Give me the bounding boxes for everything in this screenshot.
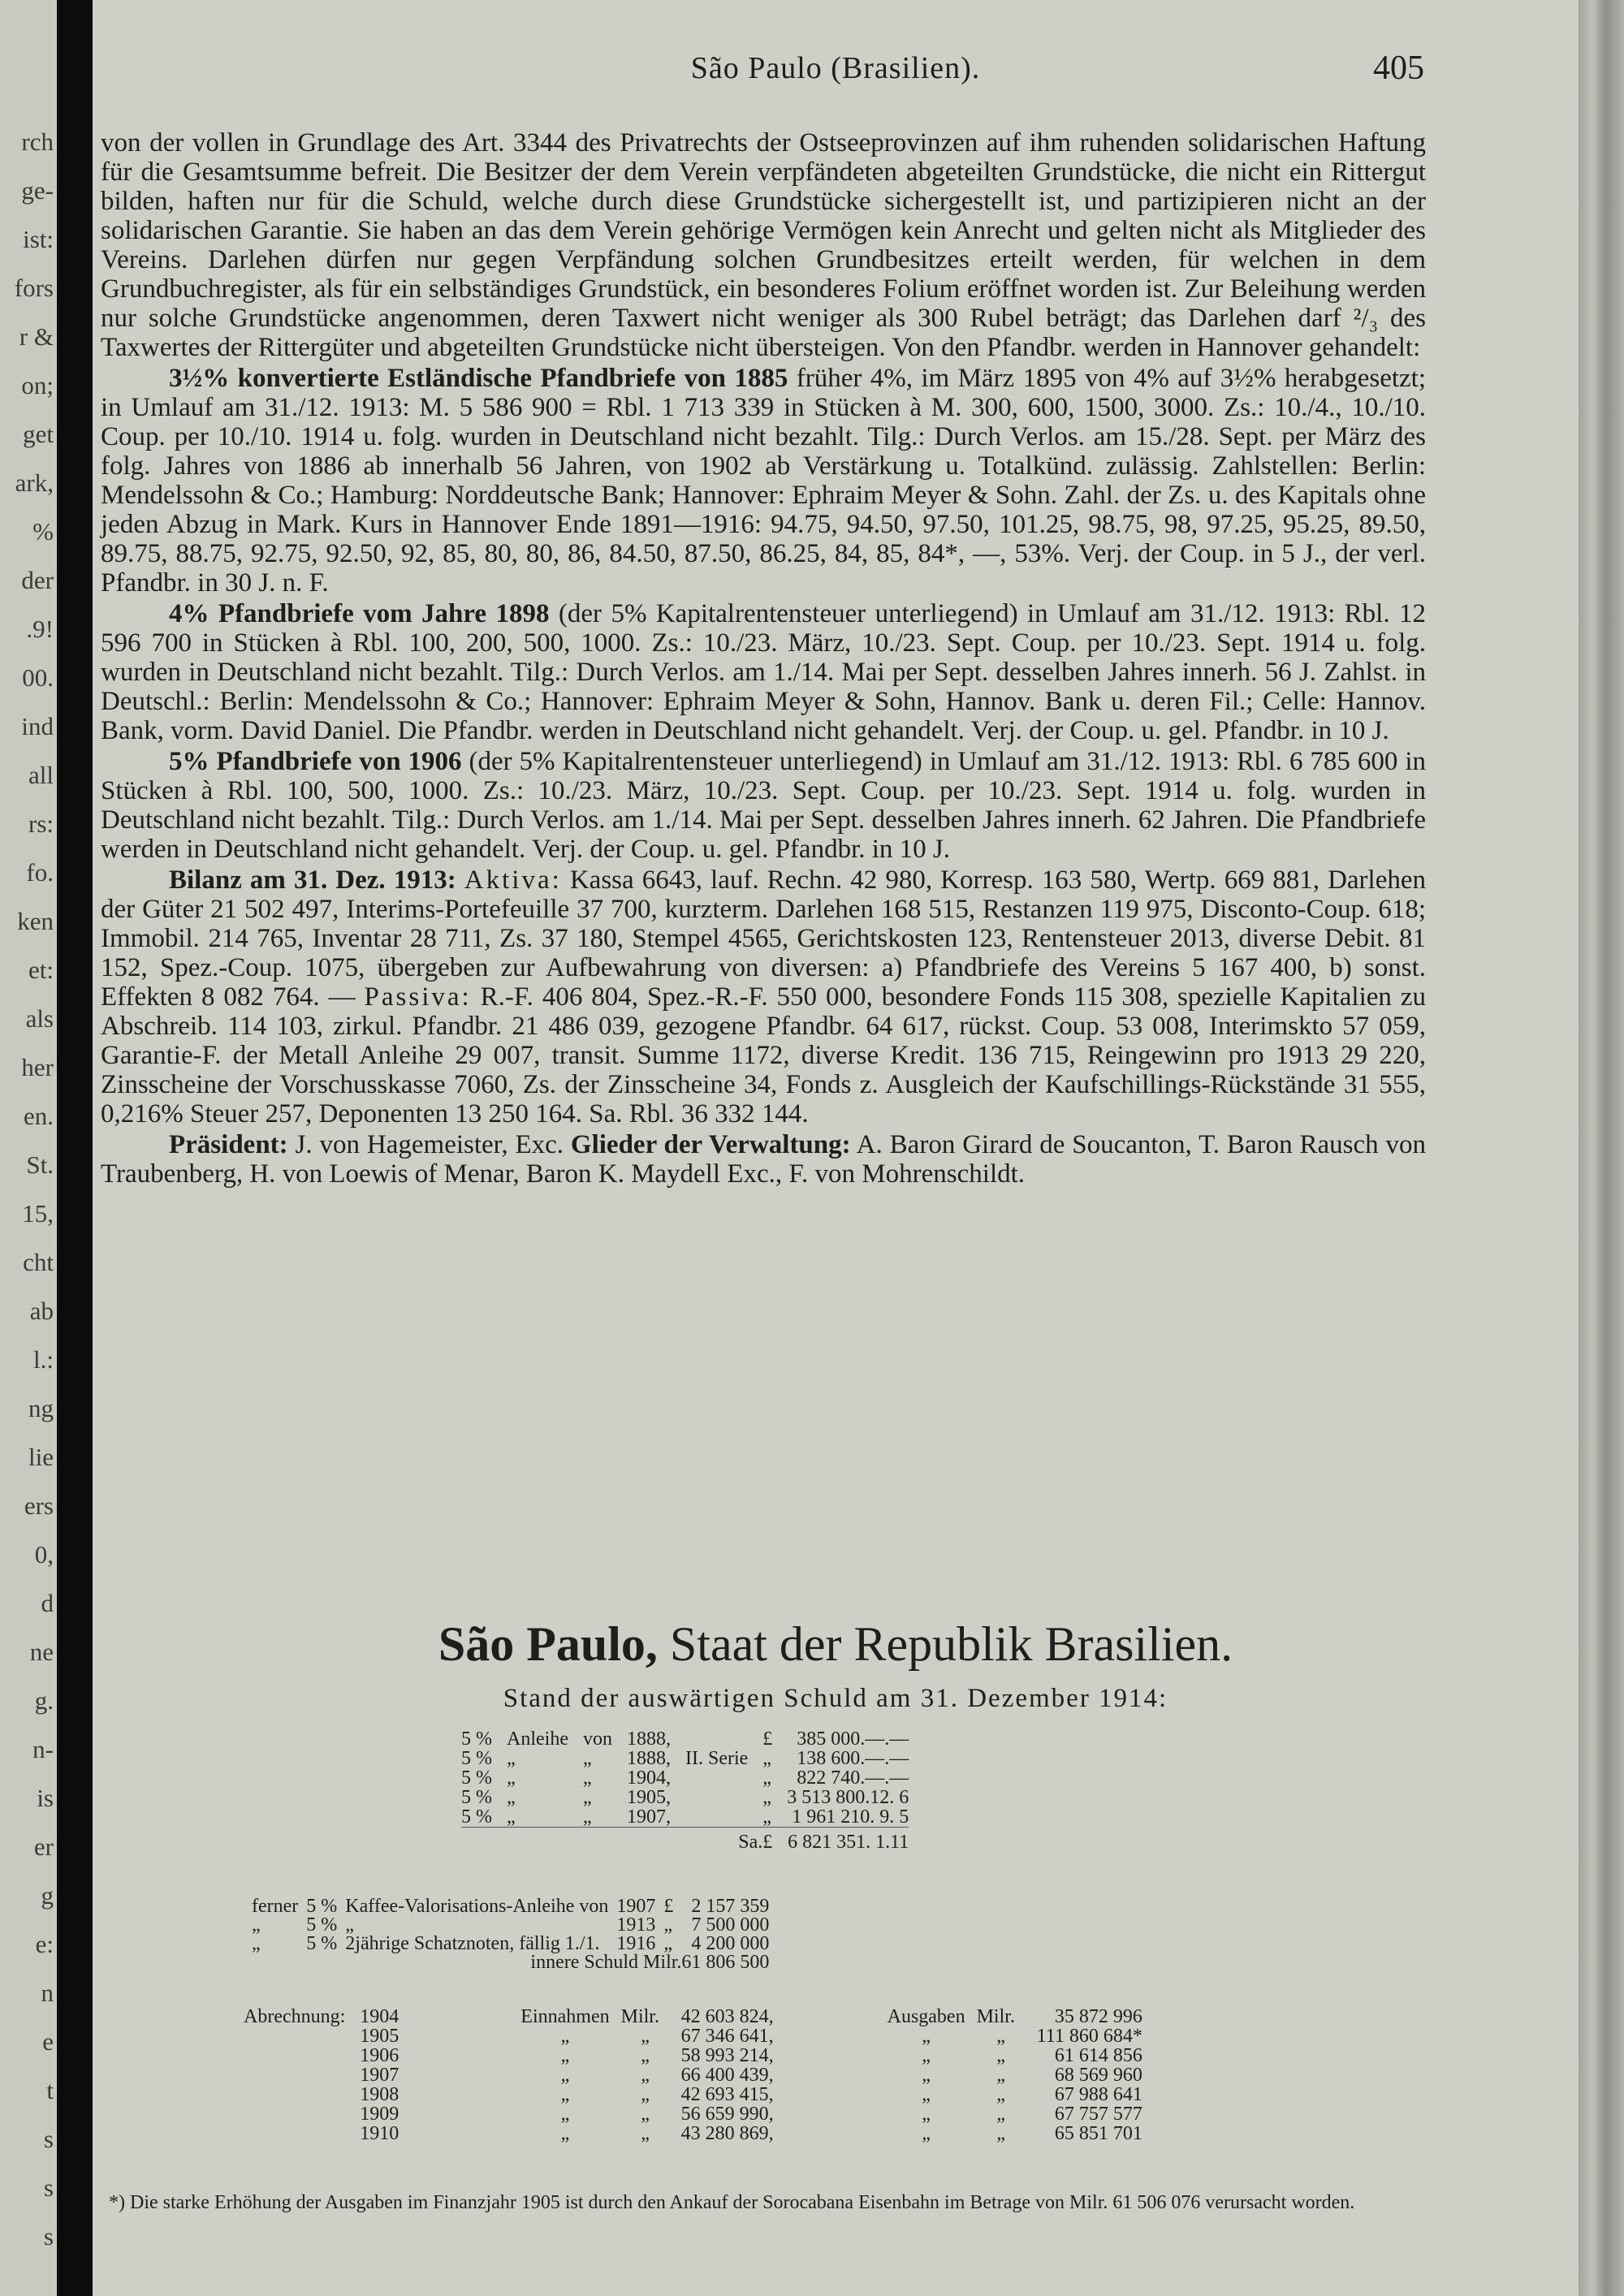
account-label — [244, 2085, 360, 2104]
margin-fragment: on; — [21, 371, 54, 399]
loan-year: 1888, — [626, 1728, 671, 1750]
loan-series — [685, 1729, 762, 1749]
account-label — [244, 2046, 360, 2065]
margin-fragment: is — [37, 1784, 54, 1812]
income-currency: „ — [641, 2104, 650, 2125]
loan-row — [461, 1729, 909, 1749]
income-value: 66 400 439, — [680, 2065, 774, 2086]
extra-currency: £ — [663, 1896, 674, 1917]
income-value: 58 993 214, — [680, 2045, 774, 2066]
paragraph-pfandbriefe-1906 — [101, 747, 1426, 864]
account-year: 1906 — [360, 2045, 400, 2066]
loan-amount: 385 000.—.— — [797, 1728, 909, 1750]
margin-fragment: ab — [29, 1297, 54, 1325]
loan-year: 1907, — [626, 1806, 671, 1828]
expense-currency: „ — [996, 2123, 1005, 2144]
expense-value: 111 860 684* — [1036, 2026, 1142, 2047]
paragraph-text: Kassa 6643, lauf. Rechn. 42 980, Korresp. 163 580, Wertp. 669 881, Darlehen der Güter 21 502 497, Interims-Portefeuille 37 700, kurzterm. Darlehen 168 515, Restanzen 119 975, Disconto-Coup. 618; Immobil. 214 765, Inventar 28 711, Zs. 37 180, Stempel 4565, Gerichtskosten 123, Rentensteuer 2013, diverse Debit. 81 152, Spez.-Coup. 1075, übergeben zur Aufbewahrung von diversen: a) Pfandbriefe des Vereins 5 167 400, b) sonst. Effekten 8 082 764. — — [101, 865, 1427, 1012]
expense-label: Ausgaben — [887, 2006, 965, 2027]
loan-series — [685, 1768, 762, 1788]
account-row — [244, 2065, 1154, 2085]
loan-row — [461, 1749, 909, 1768]
empty-cell — [507, 1828, 583, 1853]
income-label: „ — [560, 2026, 570, 2047]
margin-fragment: ne — [29, 1638, 54, 1666]
extra-year: 1913 — [616, 1914, 656, 1936]
paragraph-estland-pfandbriefe — [101, 364, 1426, 598]
loan-row — [461, 1807, 909, 1828]
margin-fragment: 00. — [22, 663, 54, 692]
income-value: 42 603 824, — [680, 2006, 774, 2027]
account-row — [244, 2046, 1154, 2065]
income-label: „ — [560, 2104, 570, 2125]
loan-rate: 5 % — [461, 1806, 492, 1828]
loan-series — [685, 1807, 762, 1828]
loan-row — [461, 1768, 909, 1788]
total-currency: £ — [762, 1828, 787, 1853]
loan-name: „ — [507, 1787, 516, 1808]
income-label: „ — [560, 2045, 570, 2066]
margin-fragment: d — [41, 1589, 54, 1617]
expense-value: 67 757 577 — [1054, 2104, 1142, 2125]
body-text — [101, 128, 1426, 1189]
margin-fragment: r & — [19, 322, 54, 351]
paragraph-text: früher 4%, im März 1895 von 4% auf 3½% herabgesetzt; in Umlauf am 31./12. 1913: M. 5 586 900 = Rbl. 1 713 339 in Stücken à M. 300, 600, 1500, 3000. Zs.: 10./4., 10./10. Coup. per 10./10. 1914 u. folg. wurden in Deutschland nicht bezahlt. Tilg.: Durch Verlos. am 15./28. Sept. per März des folg. Jahres von 1886 ab innerhalb 56 Jahren, von 1902 ab Verstärkung u. Totalkünd. zulässig. Zahlstellen: Berlin: Mendelssohn & Co.; Hamburg: Norddeutsche Bank; Hannover: Ephraim Meyer & Sohn. Zahl. der Zs. u. des Kapitals ohne jeden Abzug in Mark. Kurs in Hannover Ende 1891—1916: 94.75, 94.50, 97.50, 101.25, 98.75, 98, 97.25, 95.25, 89.50, 89.75, 88.75, 92.75, 92.50, 92, 85, 80, 80, 86, 84.50, 87.50, 86.25, 84, 85, 84*, —, 53%. Verj. der Coup. in 5 J., der verl. Pfandbr. in 30 J. n. F. — [101, 364, 1426, 598]
footnote: *) Die starke Erhöhung der Ausgaben im Finanzjahr 1905 ist durch den Ankauf der Sorocabana Eisenbahn im Betrage von Milr. 61 506 076 verursacht worden. — [109, 2192, 1355, 2213]
income-currency: „ — [641, 2123, 650, 2144]
running-head — [93, 50, 1579, 99]
loan-currency: £ — [762, 1728, 773, 1750]
margin-fragment: ind — [21, 712, 54, 740]
expense-label: „ — [922, 2065, 931, 2086]
income-value: 67 346 641, — [680, 2026, 774, 2047]
running-head-title: São Paulo (Brasilien). — [690, 51, 981, 85]
loan-name: Anleihe — [507, 1728, 568, 1750]
paragraph-heading: Bilanz am 31. Dez. 1913: — [169, 865, 456, 895]
passiva-label: Passiva: — [364, 982, 472, 1012]
margin-fragment: e: — [35, 1930, 54, 1958]
margin-fragment: 0, — [34, 1540, 54, 1569]
income-value: 56 659 990, — [680, 2104, 774, 2125]
margin-fragment: rs: — [28, 809, 54, 838]
margin-fragment: en. — [23, 1102, 54, 1130]
extra-year: 1916 — [616, 1933, 656, 1954]
empty-cell — [252, 1953, 306, 1972]
extra-debt-table — [252, 1897, 769, 1972]
margin-fragment: ge- — [21, 176, 54, 205]
margin-fragment: % — [32, 517, 54, 546]
account-label — [244, 2124, 360, 2143]
empty-cell — [461, 1828, 507, 1853]
loan-name: „ — [507, 1748, 516, 1769]
account-row — [244, 2085, 1154, 2104]
income-currency: „ — [641, 2026, 650, 2047]
inner-debt-label: innere Schuld Milr. — [530, 1952, 682, 1973]
margin-fragment: cht — [23, 1248, 54, 1276]
accounts-table — [244, 2007, 1154, 2143]
paragraph-text: (der 5% Kapitalrentensteuer unterliegend) in Umlauf am 31./12. 1913: Rbl. 6 785 600 in Stücken à Rbl. 100, 500, 1000. Zs.: 10./23. März, 10./23. Sept. Coup. per 10./23. Sept. 1914 u. folg. wurden in Deutschland nicht bezahlt. Tilg.: Durch Verlos. am 1./14. Mai per Sept. desselben Jahres innerh. 62 Jahren. Die Pfandbriefe werden in Deutschland nicht gehandelt. Verj. der Coup. u. gel. Pfandbr. in 10 J. — [101, 747, 1426, 864]
paragraph-statutes — [101, 128, 1426, 362]
account-year: 1904 — [360, 2006, 400, 2027]
income-label: „ — [560, 2065, 570, 2086]
loan-von: „ — [582, 1748, 592, 1769]
section-title-bold: São Paulo, — [438, 1617, 658, 1671]
section-subtitle: Stand der auswärtigen Schuld am 31. Dezember 1914: — [503, 1684, 1168, 1713]
margin-fragment: n — [41, 1979, 54, 2007]
loan-row — [461, 1788, 909, 1807]
income-value: 43 280 869, — [680, 2123, 774, 2144]
loan-rate: 5 % — [461, 1748, 492, 1769]
income-currency: „ — [641, 2084, 650, 2105]
extra-currency: „ — [663, 1914, 673, 1936]
extra-amount: 4 200 000 — [691, 1933, 770, 1954]
inner-debt-row — [252, 1953, 769, 1972]
paragraph-pfandbriefe-1898 — [101, 599, 1426, 745]
expense-currency: „ — [996, 2084, 1005, 2105]
paragraph-text: von der vollen in Grundlage des Art. 3344 des Privatrechts der Ostseeprovinzen auf ihm ruhenden solidarischen Haftung für die Gesamtsumme befreit. Die Besitzer der dem Verein verpfändeten abgeteilten Grundstücke, die nicht ein Rittergut bilden, haften nur für die Schuld, welche durch diese Grundstücke sichergestellt ist, und partizipieren nicht an der solidarischen Garantie. Sie haben an das dem Verein gehörige Vermögen kein Anrecht und gelten nicht als Mitglieder des Vereins. Darlehen dürfen nur gegen Verpfändung solchen Grundbesitzes erteilt werden, für welchen in dem Grundbuchregister, als für ein selbständiges Grundstück, ein besonderes Folium eröffnet worden ist. Zur Beleihung werden nur solche Grundstücke angenommen, deren Taxwert nicht weniger als 300 Rubel beträgt; das Darlehen darf ²/₃ des Taxwertes der Rittergüter und abgeteilten Grundstücke nicht übersteigen. Von den Pfandbr. werden in Hannover gehandelt: — [101, 128, 1426, 362]
margin-fragment: get — [23, 420, 54, 448]
margin-fragment: St. — [26, 1150, 54, 1179]
extra-prefix: ferner — [252, 1896, 299, 1917]
margin-fragment: l.: — [33, 1345, 54, 1374]
extra-amount: 7 500 000 — [691, 1914, 770, 1936]
income-label: Einnahmen — [520, 2006, 610, 2027]
adjacent-page-strip — [0, 0, 57, 2296]
account-label — [244, 2104, 360, 2124]
loan-currency: „ — [762, 1767, 771, 1789]
loan-von: „ — [582, 1787, 592, 1808]
expense-value: 61 614 856 — [1054, 2045, 1142, 2066]
account-row — [244, 2026, 1154, 2046]
total-amount: 6 821 351. 1.11 — [787, 1828, 909, 1853]
extra-year: 1907 — [616, 1896, 656, 1917]
margin-fragment: t — [46, 2076, 54, 2104]
margin-fragment: fors — [14, 274, 54, 302]
margin-fragment: e — [42, 2027, 54, 2056]
account-label — [244, 2065, 360, 2085]
paragraph-heading: Glieder der Verwaltung: — [570, 1130, 851, 1159]
loan-year: 1904, — [626, 1767, 671, 1789]
extra-text: „ — [345, 1914, 354, 1936]
account-row — [244, 2104, 1154, 2124]
account-year: 1910 — [360, 2123, 400, 2144]
expense-label: „ — [922, 2045, 931, 2066]
account-label: Abrechnung: — [244, 2006, 346, 2027]
margin-fragment: her — [21, 1053, 54, 1081]
extra-text: 2jährige Schatznoten, fällig 1./1. — [345, 1933, 600, 1954]
margin-fragment: s — [43, 2173, 54, 2202]
paragraph-text: R.-F. 406 804, Spez.-R.-F. 550 000, besondere Fonds 115 308, spezielle Kapitalien zu Abschreib. 114 103, zirkul. Pfandbr. 21 486 039, gezogene Pfandbr. 64 617, rückst. Coup. 53 008, Interimskto 57 059, Garantie-F. der Metall Anleihe 29 007, transit. Summe 1172, diverse Kredit. 136 715, Reingewinn pro 1913 29 220, Zinsscheine der Vorschusskasse 7060, Zs. der Zinsscheine 34, Fonds z. Ausgleich der Kaufschillings-Rückstände 31 555, 0,216% Steuer 257, Deponenten 13 250 164. Sa. Rbl. 36 332 144. — [101, 982, 1426, 1129]
expense-currency: Milr. — [976, 2006, 1015, 2027]
loans-total-row — [461, 1828, 909, 1853]
loan-amount: 822 740.—.— — [797, 1767, 909, 1789]
margin-fragment: rch — [21, 127, 54, 156]
loan-amount: 138 600.—.— — [797, 1748, 909, 1769]
loan-name: „ — [507, 1767, 516, 1789]
paragraph-heading: 3½% konvertierte Estländische Pfandbriefe von 1885 — [169, 364, 788, 393]
loan-rate: 5 % — [461, 1787, 492, 1808]
paragraph-verwaltung — [101, 1130, 1426, 1189]
loan-year: 1905, — [626, 1787, 671, 1808]
margin-fragment: als — [25, 1004, 54, 1033]
margin-fragment: et: — [28, 956, 54, 984]
page-number: 405 — [1373, 50, 1424, 87]
margin-fragment: lie — [28, 1443, 54, 1471]
margin-fragment: all — [28, 761, 54, 789]
book-gutter — [57, 0, 93, 2296]
extra-debt-row — [252, 1916, 769, 1935]
margin-fragment: s — [43, 2222, 54, 2251]
margin-fragment: der — [21, 566, 54, 594]
paragraph-heading: 5% Pfandbriefe von 1906 — [169, 747, 462, 776]
account-label — [244, 2026, 360, 2046]
extra-debt-row — [252, 1935, 769, 1953]
loan-von: „ — [582, 1767, 592, 1789]
income-currency: Milr. — [620, 2006, 659, 2027]
paragraph-bilanz — [101, 865, 1426, 1129]
account-row — [244, 2007, 1154, 2026]
loan-rate: 5 % — [461, 1728, 492, 1750]
loan-currency: „ — [762, 1748, 771, 1769]
margin-fragment: ist: — [23, 225, 54, 253]
extra-amount: 2 157 359 — [691, 1896, 770, 1917]
margin-fragment: ng — [28, 1394, 54, 1422]
margin-fragment: n- — [32, 1735, 54, 1763]
paragraph-heading: 4% Pfandbriefe vom Jahre 1898 — [169, 599, 550, 628]
extra-prefix: „ — [252, 1933, 261, 1954]
expense-label: „ — [922, 2026, 931, 2047]
expense-value: 67 988 641 — [1054, 2084, 1142, 2105]
extra-currency: „ — [663, 1933, 673, 1954]
expense-label: „ — [922, 2104, 931, 2125]
expense-label: „ — [922, 2123, 931, 2144]
loan-series — [685, 1788, 762, 1807]
expense-label: „ — [922, 2084, 931, 2105]
total-label: Sa. — [685, 1828, 762, 1853]
margin-fragment: .9! — [26, 615, 54, 643]
expense-currency: „ — [996, 2026, 1005, 2047]
expense-currency: „ — [996, 2065, 1005, 2086]
paragraph-text: A. Baron Girard de Soucanton, T. Baron Rausch von Traubenberg, H. von Loewis of Menar, Baron K. Maydell Exc., F. von Mohrenschildt. — [101, 1130, 1426, 1189]
account-year: 1905 — [360, 2026, 400, 2047]
extra-prefix: „ — [252, 1914, 261, 1936]
expense-value: 35 872 996 — [1054, 2006, 1142, 2027]
extra-rate: 5 % — [306, 1933, 338, 1954]
empty-cell — [306, 1953, 345, 1972]
page-edge — [1579, 0, 1624, 2296]
extra-debt-row — [252, 1897, 769, 1916]
income-currency: „ — [641, 2045, 650, 2066]
income-label: „ — [560, 2084, 570, 2105]
income-value: 42 693 415, — [680, 2084, 774, 2105]
account-row — [244, 2124, 1154, 2143]
margin-fragment: g — [41, 1881, 54, 1910]
inner-debt-amount: 61 806 500 — [681, 1952, 770, 1973]
margin-fragment: ers — [24, 1491, 54, 1520]
loan-name: „ — [507, 1806, 516, 1828]
aktiva-label: Aktiva: — [464, 865, 562, 895]
section-title-rest: Staat der Republik Brasilien. — [657, 1617, 1233, 1671]
account-year: 1908 — [360, 2084, 400, 2105]
margin-fragment: fo. — [26, 858, 54, 887]
expense-value: 68 569 960 — [1054, 2065, 1142, 2086]
paragraph-heading: Präsident: — [169, 1130, 288, 1159]
empty-cell — [627, 1828, 685, 1853]
empty-cell — [583, 1828, 627, 1853]
paragraph-text: J. von Hagemeister, Exc. — [287, 1130, 571, 1159]
extra-text: Kaffee-Valorisations-Anleihe von — [345, 1896, 609, 1917]
margin-fragment: 15, — [22, 1199, 54, 1228]
income-currency: „ — [641, 2065, 650, 2086]
loan-currency: „ — [762, 1806, 771, 1828]
extra-rate: 5 % — [306, 1896, 338, 1917]
extra-rate: 5 % — [306, 1914, 338, 1936]
expense-currency: „ — [996, 2104, 1005, 2125]
loan-amount: 1 961 210. 9. 5 — [792, 1806, 909, 1828]
paragraph-text: (der 5% Kapitalrentensteuer unterliegend) in Umlauf am 31./12. 1913: Rbl. 12 596 700 in Stücken à Rbl. 100, 200, 500, 1000. Zs.: 10./23. März, 10./23. Sept. Coup. per 10./23. Sept. 1914 u. folg. wurden in Deutschland nicht bezahlt. Tilg.: Durch Verlos. am 1./14. Mai per Sept. desselben Jahres innerh. 56 J. Zahlst. in Deutschl.: Berlin: Mendelssohn & Co.; Hannover: Ephraim Meyer & Sohn, Hannov. Bank u. deren Fil.; Celle: Hannov. Bank, vorm. David Daniel. Die Pfandbr. werden in Deutschland nicht gehandelt. Verj. der Coup. u. gel. Pfandbr. in 10 J. — [101, 599, 1426, 745]
loan-rate: 5 % — [461, 1767, 492, 1789]
account-year: 1909 — [360, 2104, 400, 2125]
margin-fragment: s — [43, 2125, 54, 2153]
loan-series: II. Serie — [685, 1748, 749, 1769]
loan-von: von — [582, 1728, 612, 1750]
section-title — [93, 1616, 1579, 1672]
loan-amount: 3 513 800.12. 6 — [787, 1787, 909, 1808]
loan-von: „ — [582, 1806, 592, 1828]
margin-fragment: ark, — [15, 468, 54, 497]
loans-table — [461, 1729, 909, 1852]
loan-currency: „ — [762, 1787, 771, 1808]
loan-year: 1888, — [626, 1748, 671, 1769]
margin-fragment: ken — [17, 907, 54, 935]
margin-fragment: g. — [34, 1686, 54, 1715]
account-year: 1907 — [360, 2065, 400, 2086]
expense-value: 65 851 701 — [1054, 2123, 1142, 2144]
income-label: „ — [560, 2123, 570, 2144]
margin-fragment: er — [33, 1832, 54, 1861]
expense-currency: „ — [996, 2045, 1005, 2066]
